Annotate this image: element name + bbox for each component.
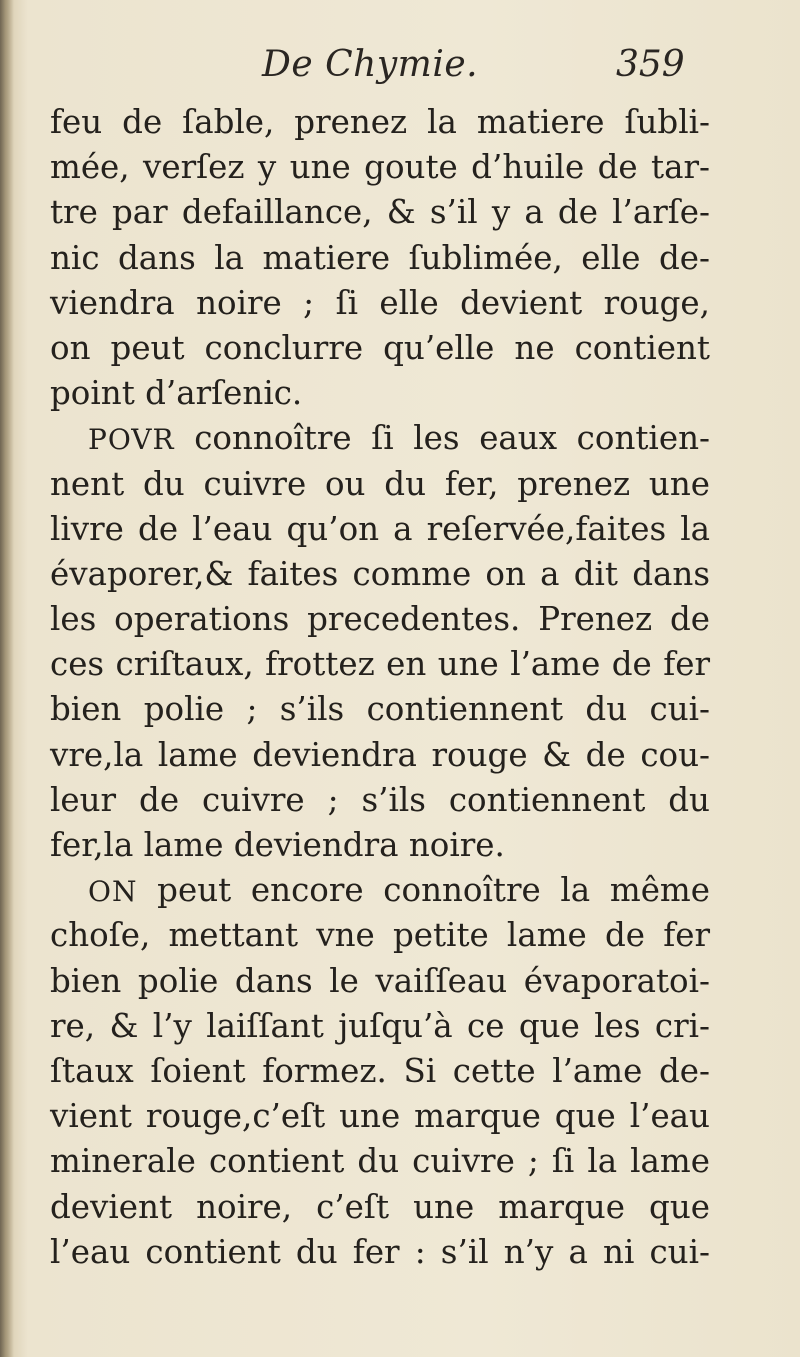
text-line: bien polie dans le vaiſſeau évaporatoi-: [50, 961, 710, 1000]
text-line: fer,la lame deviendra noire.: [50, 826, 505, 864]
text-line: re, & l’y laiſſant juſqu’à ce que les cri-: [50, 1006, 710, 1045]
text-line: on peut conclurre qu’elle ne contient: [50, 328, 710, 367]
text-line: viendra noire ; ſi elle devient rouge,: [50, 283, 710, 322]
text-line: choſe, mettant vne petite lame de fer: [50, 916, 710, 955]
text-line: livre de l’eau qu’on a reſervée,faites la: [50, 509, 710, 548]
smallcaps-word: ON: [88, 875, 138, 909]
text-line: l’eau contient du fer : s’il n’y a ni cui-: [50, 1232, 710, 1271]
text-line-rest: connoître ſi les eaux contien-: [194, 419, 710, 458]
text-line: tre par defaillance, & s’il y a de l’arſe-: [50, 193, 710, 232]
text-line: ſtaux ſoient formez. Si cette l’ame de-: [50, 1051, 710, 1090]
page-gutter-shadow: [0, 0, 14, 1357]
text-line: évaporer,& faites comme on a dit dans: [50, 554, 710, 593]
running-title: De Chymie.: [262, 44, 479, 85]
text-line: les operations precedentes. Prenez de: [50, 600, 710, 639]
paragraph-start-line: [50, 416, 710, 461]
body-text: [50, 100, 710, 1275]
text-line: mée, verſez y une goute d’huile de tar-: [50, 148, 710, 187]
text-line: vre,la lame deviendra rouge & de cou-: [50, 735, 710, 774]
text-line: minerale contient du cuivre ; ſi la lame: [50, 1142, 710, 1181]
text-line: bien polie ; s’ils contiennent du cui-: [50, 690, 710, 729]
text-line: ces criſtaux, frottez en une l’ame de fer: [50, 645, 710, 684]
text-line: vient rouge,c’eſt une marque que l’eau: [50, 1097, 710, 1136]
text-line: devient noire, c’eſt une marque que: [50, 1187, 710, 1226]
text-line: leur de cuivre ; s’ils contiennent du: [50, 780, 710, 819]
page-number: 359: [616, 44, 685, 85]
text-line: nent du cuivre ou du fer, prenez une: [50, 464, 710, 503]
page-header: [0, 44, 800, 104]
text-line: point d’arſenic.: [50, 374, 303, 413]
text-line: nic dans la matiere ſublimée, elle de-: [50, 238, 710, 277]
paragraph-start-line: [50, 868, 710, 913]
text-line: feu de ſable, prenez la matiere ſubli-: [50, 103, 710, 141]
smallcaps-word: POVR: [88, 423, 175, 457]
text-line-rest: peut encore connoître la même: [157, 871, 710, 910]
